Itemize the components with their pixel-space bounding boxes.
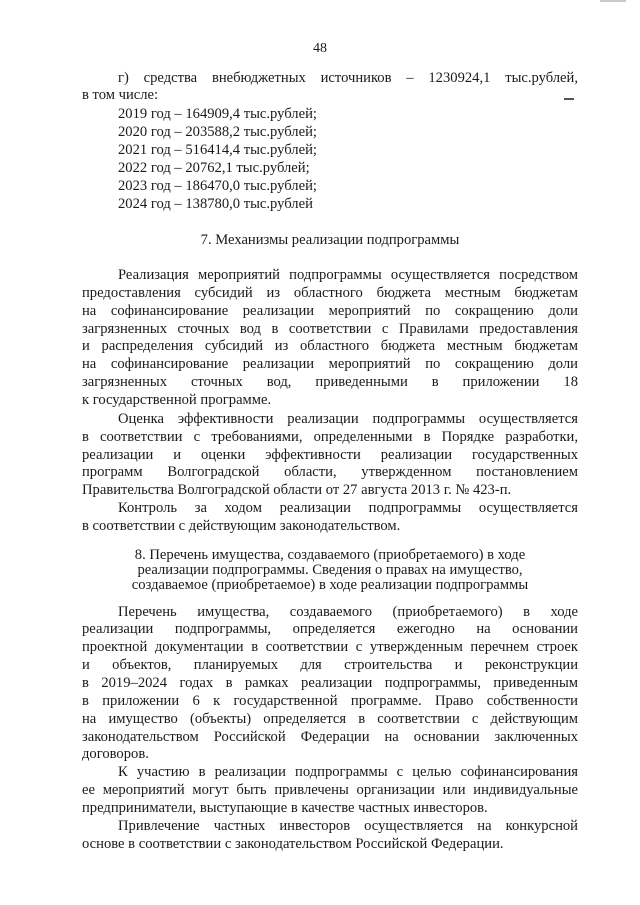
- paragraph-line: к государственной программе.: [82, 392, 272, 408]
- paragraph-line: Правительства Волгоградской области от 27 августа 2013 г. № 423-п.: [82, 482, 512, 498]
- paragraph-line: Реализация мероприятий подпрограммы осуществляется посредством: [118, 267, 578, 283]
- page-number: 48: [313, 41, 327, 56]
- paragraph-line: и объектов, планируемых для строительства и реконструкции: [82, 657, 578, 673]
- paragraph-line: К участию в реализации подпрограммы с целью софинансирования: [118, 764, 578, 780]
- year-line: 2020 год – 203588,2 тыс.рублей;: [118, 124, 317, 140]
- scan-mark: [600, 0, 626, 2]
- year-line: 2024 год – 138780,0 тыс.рублей: [118, 196, 313, 212]
- year-line: 2021 год – 516414,4 тыс.рублей;: [118, 142, 317, 158]
- paragraph-line: ее мероприятий могут быть привлечены организации или индивидуальные: [82, 782, 578, 798]
- paragraph-line: реализации и оценки эффективности реализации государственных: [82, 447, 578, 463]
- text-line: г) средства внебюджетных источников – 1230924,1 тыс.рублей,: [118, 70, 578, 86]
- section-heading: реализации подпрограммы. Сведения о правах на имущество,: [137, 562, 523, 578]
- section-heading: 7. Механизмы реализации подпрограммы: [200, 232, 460, 248]
- paragraph-line: Перечень имущества, создаваемого (приобретаемого) в ходе: [118, 604, 578, 620]
- scan-mark: [564, 98, 574, 100]
- paragraph-line: на софинансирование реализации мероприятий по сокращению доли: [82, 303, 578, 319]
- year-line: 2019 год – 164909,4 тыс.рублей;: [118, 106, 317, 122]
- section-heading: 8. Перечень имущества, создаваемого (приобретаемого) в ходе: [134, 547, 526, 563]
- paragraph-line: на софинансирование реализации мероприятий по сокращению доли: [82, 356, 578, 372]
- paragraph-line: и распределения субсидий из областного бюджета местным бюджетам: [82, 338, 578, 354]
- paragraph-line: в соответствии с требованиями, определенными в Порядке разработки,: [82, 429, 578, 445]
- paragraph-line: Привлечение частных инвесторов осуществляется на конкурсной: [118, 818, 578, 834]
- section-heading: создаваемое (приобретаемое) в ходе реализации подпрограммы: [131, 577, 529, 593]
- paragraph-line: предоставления субсидий из областного бюджета местным бюджетам: [82, 285, 578, 301]
- paragraph-line: законодательством Российской Федерации на основании заключенных: [82, 729, 578, 745]
- paragraph-line: основе в соответствии с законодательством Российской Федерации.: [82, 836, 504, 852]
- paragraph-line: в 2019–2024 годах в рамках реализации подпрограммы, приведенным: [82, 675, 578, 691]
- paragraph-line: в приложении 6 к государственной программе. Право собственности: [82, 693, 578, 709]
- paragraph-line: реализации подпрограммы, определяется ежегодно на основании: [82, 621, 578, 637]
- paragraph-line: договоров.: [82, 746, 149, 762]
- paragraph-line: предприниматели, выступающие в качестве частных инвесторов.: [82, 800, 488, 816]
- paragraph-line: Оценка эффективности реализации подпрограммы осуществляется: [118, 411, 578, 427]
- paragraph-line: программ Волгоградской области, утвержденном постановлением: [82, 464, 578, 480]
- year-line: 2022 год – 20762,1 тыс.рублей;: [118, 160, 310, 176]
- text-line: в том числе:: [82, 87, 159, 103]
- paragraph-line: загрязненных сточных вод в соответствии с Правилами предоставления: [82, 321, 578, 337]
- paragraph-line: загрязненных сточных вод, приведенными в приложении 18: [82, 374, 578, 390]
- paragraph-line: проектной документации в соответствии с утвержденным перечнем строек: [82, 639, 578, 655]
- paragraph-line: в соответствии с действующим законодательством.: [82, 518, 401, 534]
- paragraph-line: на имущество (объекты) определяется в соответствии с действующим: [82, 711, 578, 727]
- paragraph-line: Контроль за ходом реализации подпрограммы осуществляется: [118, 500, 578, 516]
- year-line: 2023 год – 186470,0 тыс.рублей;: [118, 178, 317, 194]
